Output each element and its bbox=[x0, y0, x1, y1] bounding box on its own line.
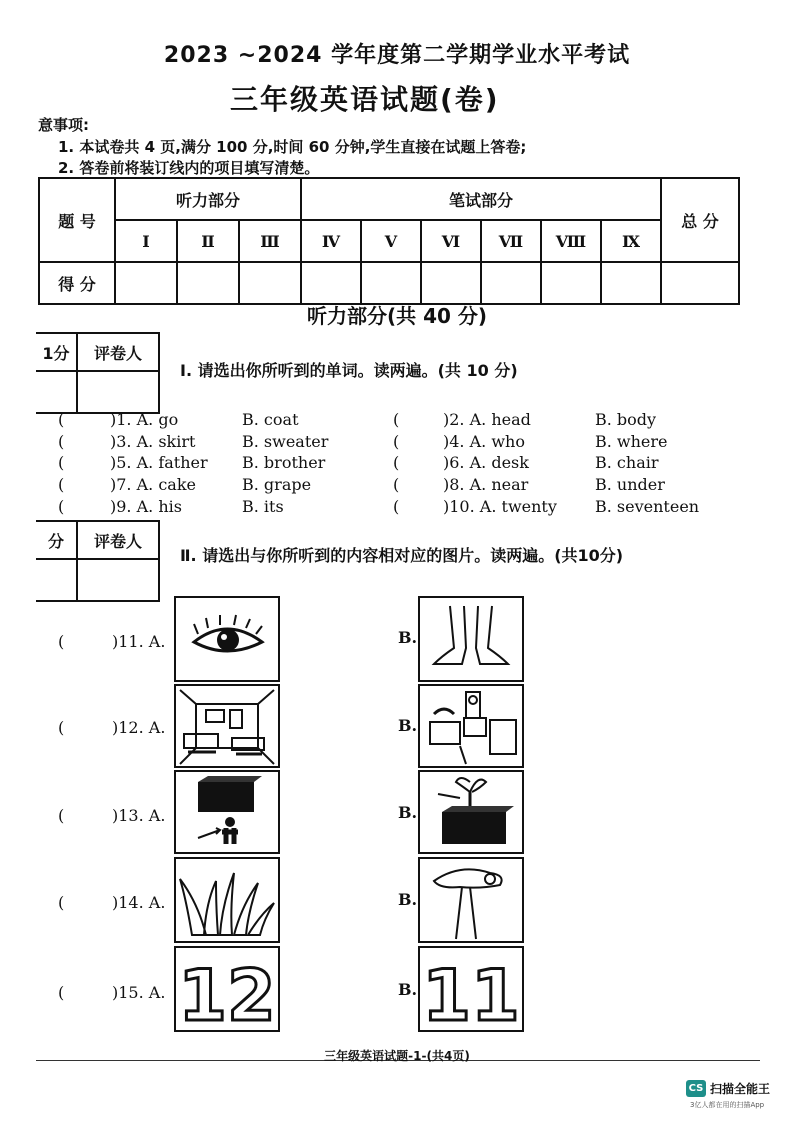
answer-paren[interactable]: ( bbox=[58, 893, 65, 912]
option-b-label: B. bbox=[398, 803, 418, 822]
question-2-heading: Ⅱ. 请选出与你所听到的内容相对应的图片。读两遍。(共10分) bbox=[180, 546, 624, 565]
grade-box-grader-cell[interactable] bbox=[77, 559, 159, 601]
living-room-picture[interactable] bbox=[174, 684, 280, 768]
box-with-tree-icon bbox=[420, 772, 522, 852]
option-b-label: B. bbox=[398, 628, 418, 647]
question-9-option-b: B. its bbox=[242, 497, 284, 516]
numeral-8: Ⅷ bbox=[541, 220, 601, 262]
camscanner-tagline: 3亿人都在用的扫描App bbox=[690, 1101, 765, 1109]
close-paren: ) bbox=[110, 453, 117, 472]
question-3-option-a bbox=[110, 432, 195, 451]
close-paren: ) bbox=[443, 475, 450, 494]
tree-icon bbox=[420, 859, 522, 941]
number-12-text: 12 bbox=[178, 955, 276, 1030]
close-paren: ) bbox=[110, 432, 117, 451]
question-1-option-b: B. coat bbox=[242, 410, 299, 429]
close-paren: ) bbox=[443, 432, 450, 451]
box-with-person-icon bbox=[176, 772, 278, 852]
score-cell[interactable] bbox=[177, 262, 239, 304]
number-11-picture[interactable] bbox=[418, 946, 524, 1032]
option-a-text: 10. A. twenty bbox=[449, 497, 557, 516]
note-item-2: 2. 答卷前将装订线内的项目填写清楚。 bbox=[58, 159, 320, 177]
grass-icon bbox=[176, 859, 278, 941]
answer-paren[interactable]: ( bbox=[393, 475, 400, 494]
answer-paren[interactable]: ( bbox=[58, 432, 65, 451]
option-a-text: 6. A. desk bbox=[449, 453, 529, 472]
feet-picture[interactable] bbox=[418, 596, 524, 682]
question-6-option-b: B. chair bbox=[595, 453, 659, 472]
bedroom-picture[interactable] bbox=[418, 684, 524, 768]
grade-box-2 bbox=[36, 520, 160, 602]
feet-icon bbox=[420, 598, 522, 680]
total-label: 总 分 bbox=[661, 178, 739, 262]
numeral-5: Ⅴ bbox=[361, 220, 421, 262]
numeral-4: Ⅳ bbox=[301, 220, 361, 262]
camscanner-logo-icon: CS bbox=[686, 1080, 706, 1097]
listening-section-title: 听力部分(共 40 分) bbox=[306, 304, 488, 328]
numeral-9: Ⅸ bbox=[601, 220, 661, 262]
numeral-6: Ⅵ bbox=[421, 220, 481, 262]
question-5-option-a bbox=[110, 453, 208, 472]
question-14-label: )14. A. bbox=[112, 893, 166, 912]
close-paren: ) bbox=[443, 410, 450, 429]
question-13-label: )13. A. bbox=[112, 806, 166, 825]
score-table bbox=[38, 177, 740, 305]
listening-part-label: 听力部分 bbox=[115, 178, 301, 220]
score-cell[interactable] bbox=[115, 262, 177, 304]
option-b-label: B. bbox=[398, 980, 418, 999]
notes-heading: 意事项: bbox=[38, 116, 89, 134]
score-cell[interactable] bbox=[661, 262, 739, 304]
question-7-option-b: B. grape bbox=[242, 475, 312, 494]
question-8-option-b: B. under bbox=[595, 475, 665, 494]
exam-subtitle: 三年级英语试题(卷) bbox=[230, 83, 500, 116]
question-7-option-a bbox=[110, 475, 196, 494]
option-a-text: 8. A. near bbox=[449, 475, 529, 494]
close-paren: ) bbox=[110, 497, 117, 516]
box-picture[interactable] bbox=[174, 770, 280, 854]
question-11-label: )11. A. bbox=[112, 632, 166, 651]
camscanner-name: 扫描全能王 bbox=[710, 1082, 771, 1096]
numeral-2: Ⅱ bbox=[177, 220, 239, 262]
living-room-icon bbox=[176, 686, 278, 766]
question-8-option-a bbox=[443, 475, 528, 494]
close-paren: ) bbox=[443, 453, 450, 472]
grade-box-score-label: 分 bbox=[36, 521, 77, 559]
close-paren: ) bbox=[110, 475, 117, 494]
question-1-option-a bbox=[110, 410, 178, 429]
score-cell[interactable] bbox=[239, 262, 301, 304]
option-a-text: 3. A. skirt bbox=[116, 432, 196, 451]
question-10-option-b: B. seventeen bbox=[595, 497, 700, 516]
answer-paren[interactable]: ( bbox=[393, 453, 400, 472]
option-a-text: 1. A. go bbox=[116, 410, 179, 429]
score-table-row-label: 题 号 bbox=[39, 178, 115, 262]
question-5-option-b: B. brother bbox=[242, 453, 326, 472]
question-10-option-a bbox=[443, 497, 557, 516]
option-a-text: 5. A. father bbox=[116, 453, 208, 472]
answer-paren[interactable]: ( bbox=[393, 497, 400, 516]
numeral-3: Ⅲ bbox=[239, 220, 301, 262]
grade-box-grader-label: 评卷人 bbox=[77, 521, 159, 559]
grade-box-score-cell[interactable] bbox=[36, 559, 77, 601]
grade-box-1 bbox=[36, 332, 160, 414]
note-item-1: 1. 本试卷共 4 页,满分 100 分,时间 60 分钟,学生直接在试题上答卷; bbox=[58, 138, 527, 156]
question-4-option-b: B. where bbox=[595, 432, 668, 451]
answer-paren[interactable]: ( bbox=[58, 410, 65, 429]
grade-box-grader-label: 评卷人 bbox=[77, 333, 159, 371]
close-paren: ) bbox=[443, 497, 450, 516]
answer-paren[interactable]: ( bbox=[58, 632, 65, 651]
number-12-icon bbox=[176, 948, 278, 1030]
score-cell[interactable] bbox=[481, 262, 541, 304]
question-1-heading: Ⅰ. 请选出你所听到的单词。读两遍。(共 10 分) bbox=[180, 361, 518, 380]
answer-paren[interactable]: ( bbox=[58, 497, 65, 516]
written-part-label: 笔试部分 bbox=[301, 178, 661, 220]
answer-paren[interactable]: ( bbox=[58, 475, 65, 494]
question-3-option-b: B. sweater bbox=[242, 432, 329, 451]
option-a-text: 7. A. cake bbox=[116, 475, 196, 494]
question-15-label: )15. A. bbox=[112, 983, 166, 1002]
tree-picture[interactable] bbox=[418, 857, 524, 943]
answer-paren[interactable]: ( bbox=[58, 453, 65, 472]
answer-paren[interactable]: ( bbox=[393, 432, 400, 451]
option-b-label: B. bbox=[398, 890, 418, 909]
question-4-option-a bbox=[443, 432, 525, 451]
number-12-picture[interactable] bbox=[174, 946, 280, 1032]
question-2-option-a bbox=[443, 410, 531, 429]
box-with-tree-picture[interactable] bbox=[418, 770, 524, 854]
question-9-option-a bbox=[110, 497, 182, 516]
number-11-text: 11 bbox=[422, 955, 520, 1030]
numeral-7: Ⅶ bbox=[481, 220, 541, 262]
score-row-label: 得 分 bbox=[39, 262, 115, 304]
eye-picture[interactable] bbox=[174, 596, 280, 682]
score-cell[interactable] bbox=[361, 262, 421, 304]
answer-paren[interactable]: ( bbox=[393, 410, 400, 429]
eye-icon bbox=[176, 598, 278, 680]
grade-box-score-label: 1分 bbox=[36, 333, 77, 371]
option-a-text: 4. A. who bbox=[449, 432, 525, 451]
exam-title: 2023 ~2024 学年度第二学期学业水平考试 bbox=[163, 43, 631, 68]
answer-paren[interactable]: ( bbox=[58, 806, 65, 825]
option-a-text: 9. A. his bbox=[116, 497, 182, 516]
score-cell[interactable] bbox=[421, 262, 481, 304]
score-cell[interactable] bbox=[541, 262, 601, 304]
bedroom-icon bbox=[420, 686, 522, 766]
numeral-1: Ⅰ bbox=[115, 220, 177, 262]
page-footer: 三年级英语试题-1-(共4页) bbox=[324, 1049, 470, 1063]
score-cell[interactable] bbox=[301, 262, 361, 304]
answer-paren[interactable]: ( bbox=[58, 718, 65, 737]
grade-box-grader-cell[interactable] bbox=[77, 371, 159, 413]
option-a-text: 2. A. head bbox=[449, 410, 531, 429]
number-11-icon bbox=[420, 948, 522, 1030]
question-6-option-a bbox=[443, 453, 529, 472]
close-paren: ) bbox=[110, 410, 117, 429]
answer-paren[interactable]: ( bbox=[58, 983, 65, 1002]
grade-box-score-cell[interactable] bbox=[36, 371, 77, 413]
score-cell[interactable] bbox=[601, 262, 661, 304]
question-12-label: )12. A. bbox=[112, 718, 166, 737]
option-b-label: B. bbox=[398, 716, 418, 735]
grass-picture[interactable] bbox=[174, 857, 280, 943]
question-2-option-b: B. body bbox=[595, 410, 657, 429]
